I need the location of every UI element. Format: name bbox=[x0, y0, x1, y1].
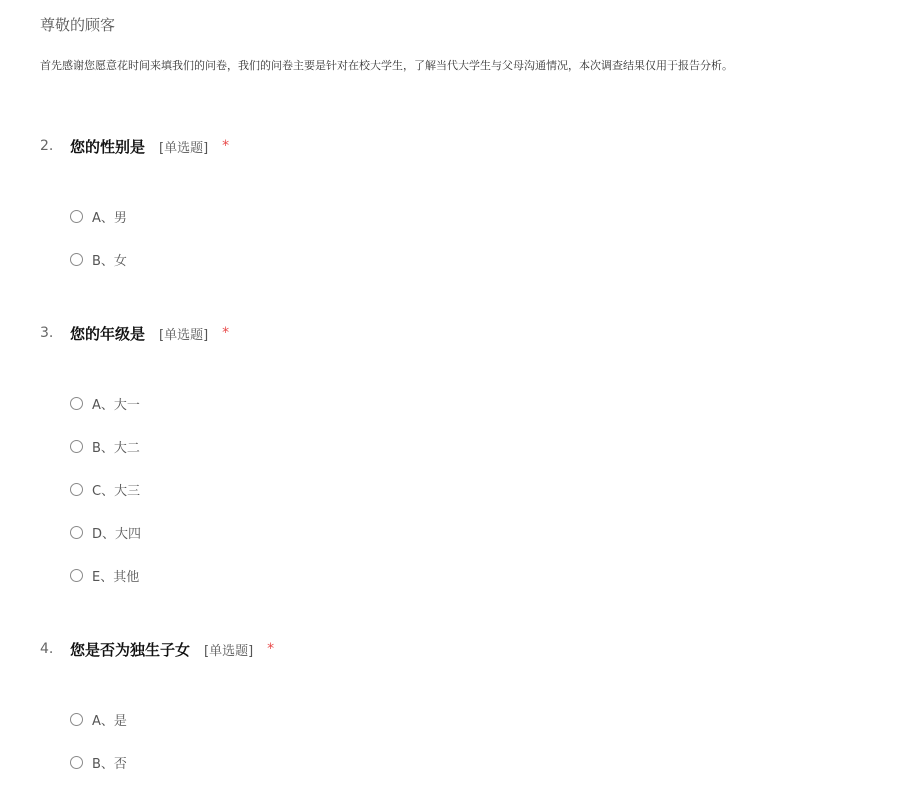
question-title: 您的年级是 bbox=[70, 324, 146, 343]
option-label[interactable]: A、男 bbox=[92, 210, 127, 226]
question-type-label: [单选题] bbox=[204, 643, 254, 659]
question-number: 3. bbox=[40, 325, 54, 341]
radio-circle-icon[interactable] bbox=[70, 253, 83, 266]
question-number: 4. bbox=[40, 641, 54, 657]
option-grade-sophomore[interactable] bbox=[70, 436, 140, 456]
required-marker: * bbox=[222, 325, 230, 341]
option-only-child-no[interactable] bbox=[70, 752, 127, 772]
radio-circle-icon[interactable] bbox=[70, 483, 83, 496]
required-marker: * bbox=[222, 138, 230, 154]
question-title: 您的性别是 bbox=[70, 137, 146, 156]
option-label[interactable]: B、否 bbox=[92, 756, 127, 772]
option-label[interactable]: E、其他 bbox=[92, 569, 140, 585]
question-type-label: [单选题] bbox=[159, 140, 209, 156]
option-grade-other[interactable] bbox=[70, 565, 139, 585]
radio-circle-icon[interactable] bbox=[70, 526, 83, 539]
radio-circle-icon[interactable] bbox=[70, 713, 83, 726]
question-gender bbox=[40, 134, 229, 158]
radio-circle-icon[interactable] bbox=[70, 210, 83, 223]
question-grade bbox=[40, 321, 229, 345]
option-gender-male[interactable] bbox=[70, 206, 127, 226]
option-label[interactable]: D、大四 bbox=[92, 526, 142, 542]
option-grade-freshman[interactable] bbox=[70, 393, 140, 413]
radio-circle-icon[interactable] bbox=[70, 756, 83, 769]
question-number: 2. bbox=[40, 138, 54, 154]
option-label[interactable]: A、大一 bbox=[92, 397, 140, 413]
radio-circle-icon[interactable] bbox=[70, 397, 83, 410]
required-marker: * bbox=[267, 641, 275, 657]
option-grade-junior[interactable] bbox=[70, 479, 140, 499]
option-label[interactable]: A、是 bbox=[92, 713, 127, 729]
option-gender-female[interactable] bbox=[70, 249, 127, 269]
option-only-child-yes[interactable] bbox=[70, 709, 127, 729]
radio-circle-icon[interactable] bbox=[70, 569, 83, 582]
question-type-label: [单选题] bbox=[159, 327, 209, 343]
option-label[interactable]: B、大二 bbox=[92, 440, 140, 456]
question-only-child bbox=[40, 637, 274, 661]
option-grade-senior[interactable] bbox=[70, 522, 141, 542]
option-label[interactable]: B、女 bbox=[92, 253, 127, 269]
greeting-text: 尊敬的顾客 bbox=[40, 16, 116, 34]
option-label[interactable]: C、大三 bbox=[92, 483, 141, 499]
radio-circle-icon[interactable] bbox=[70, 440, 83, 453]
intro-text: 首先感谢您愿意花时间来填我们的问卷，我们的问卷主要是针对在校大学生，了解当代大学生与父母沟通情况，本次调查结果仅用于报告分析。 bbox=[40, 59, 733, 72]
question-title: 您是否为独生子女 bbox=[70, 640, 191, 659]
